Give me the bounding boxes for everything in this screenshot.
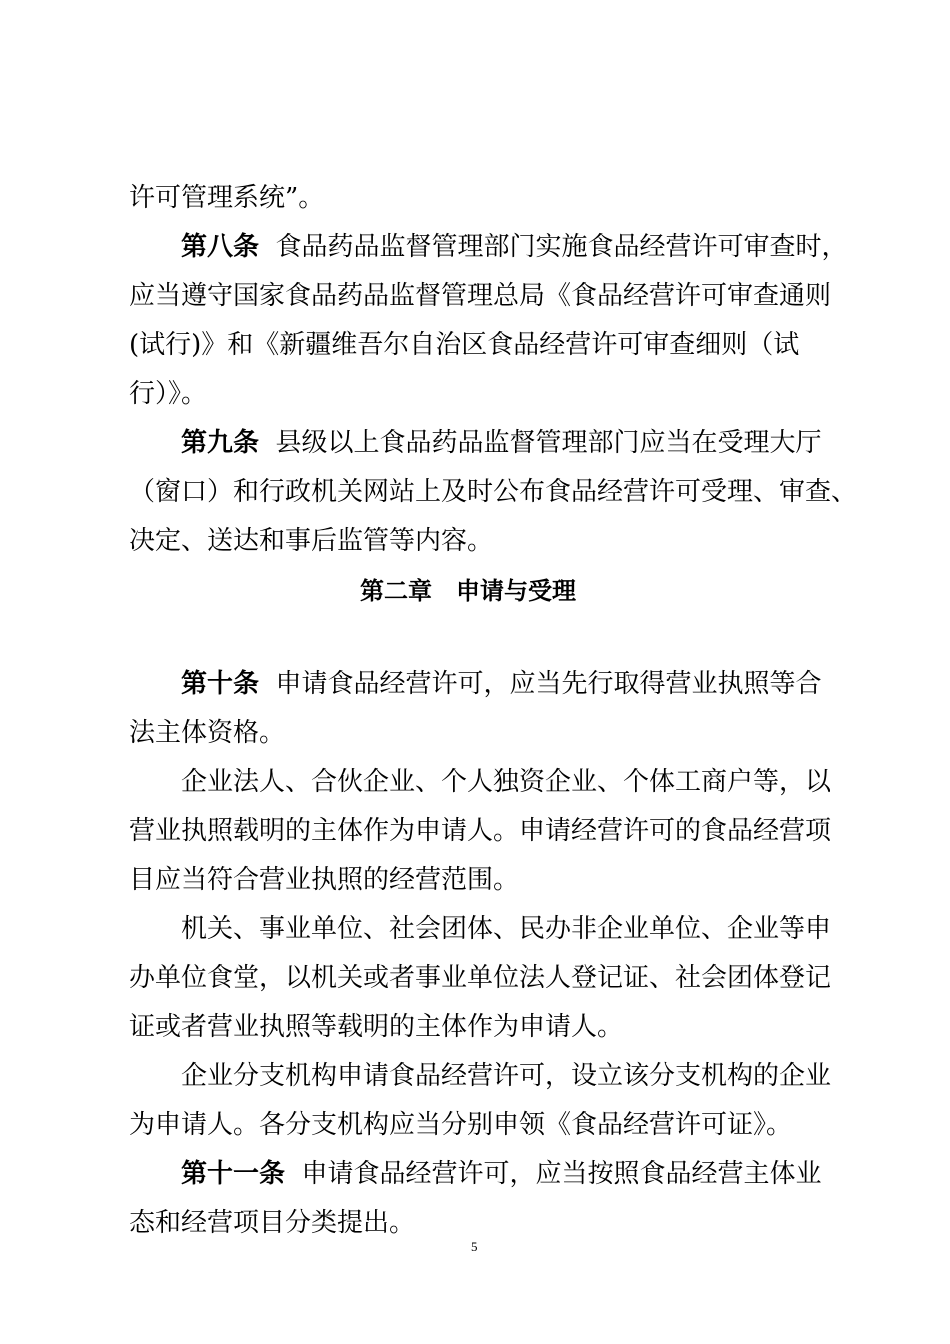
- text-line: 办单位食堂，以机关或者事业单位法人登记证、社会团体登记: [129, 963, 832, 993]
- text-line: 企业法人、合伙企业、个人独资企业、个体工商户等，以: [181, 767, 832, 797]
- text-line: 决定、送达和事后监管等内容。: [129, 526, 494, 556]
- text-line: (试行)》和《新疆维吾尔自治区食品经营许可审查细则（试: [129, 330, 800, 360]
- article-8-line: [181, 230, 848, 264]
- article-9-line: [181, 426, 822, 460]
- text-line: 为申请人。各分支机构应当分别申领《食品经营许可证》。: [129, 1110, 793, 1140]
- article-10-label: 第十条: [181, 669, 260, 699]
- page-number: 5: [471, 1239, 478, 1254]
- text-line: 行）》。: [129, 379, 208, 409]
- text-line: 目应当符合营业执照的经营范围。: [129, 865, 520, 895]
- article-9-label: 第九条: [181, 428, 260, 458]
- text-line: （窗口）和行政机关网站上及时公布食品经营许可受理、审查、: [129, 477, 858, 507]
- chapter-heading: 第二章 申请与受理: [360, 577, 576, 605]
- text-line: 食品药品监督管理部门实施食品经营许可审查时，: [275, 232, 848, 262]
- article-10-line: [181, 667, 822, 701]
- text-line: 应当遵守国家食品药品监督管理总局《食品经营许可审查通则: [129, 281, 832, 311]
- article-11-line: [181, 1157, 822, 1191]
- text-line: 法主体资格。: [129, 718, 286, 748]
- text-line: 申请食品经营许可，应当先行取得营业执照等合: [275, 669, 822, 699]
- article-8-label: 第八条: [181, 232, 260, 262]
- text-line: 许可管理系统”。: [129, 183, 325, 213]
- text-line: 企业分支机构申请食品经营许可，设立该分支机构的企业: [181, 1061, 832, 1091]
- text-line: 证或者营业执照等载明的主体作为申请人。: [129, 1012, 624, 1042]
- text-line: 申请食品经营许可，应当按照食品经营主体业: [301, 1159, 822, 1189]
- article-11-label: 第十一条: [181, 1159, 286, 1189]
- text-line: 营业执照载明的主体作为申请人。申请经营许可的食品经营项: [129, 816, 832, 846]
- text-line: 机关、事业单位、社会团体、民办非企业单位、企业等申: [181, 914, 832, 944]
- text-line: 态和经营项目分类提出。: [129, 1208, 416, 1238]
- text-line: 县级以上食品药品监督管理部门应当在受理大厅: [275, 428, 822, 458]
